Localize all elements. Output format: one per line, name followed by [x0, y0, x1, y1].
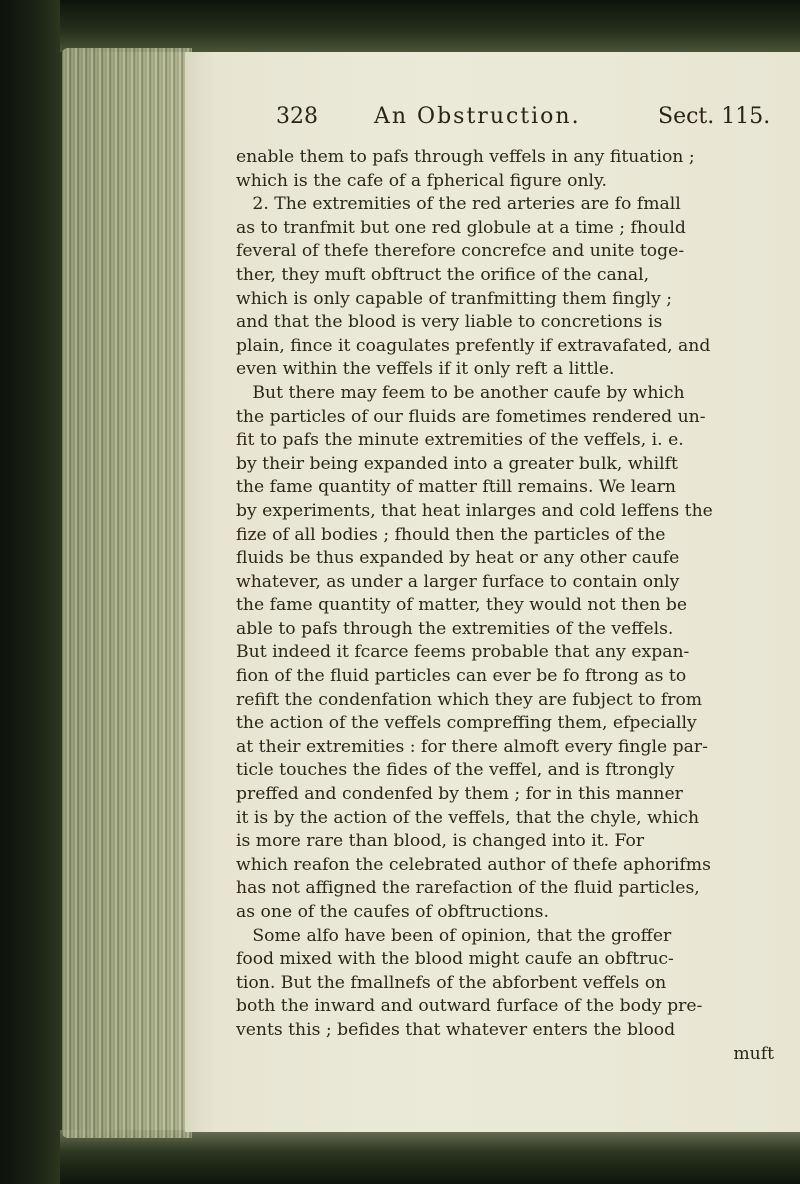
text-line: is more rare than blood, is changed into it. For [236, 831, 645, 852]
section-number: Sect. 115. [658, 104, 771, 129]
text-line: vents this ; befides that whatever enters the blood [236, 1019, 676, 1040]
text-line: the fame quantity of matter ftill remains. We learn [236, 477, 676, 498]
text-line: which is the cafe of a fpherical figure only. [236, 170, 607, 191]
text-line: even within the veffels if it only reft a little. [236, 359, 615, 380]
text-line: by experiments, that heat inlarges and cold leffens the [236, 500, 713, 521]
book-spine-shadow [0, 0, 64, 1184]
running-head [276, 104, 796, 140]
bottom-edge-shadow [60, 1130, 800, 1184]
text-line: the fame quantity of matter, they would not then be [236, 595, 688, 616]
text-line: as to tranfmit but one red globule at a time ; fhould [236, 217, 686, 238]
text-line: it is by the action of the veffels, that the chyle, which [236, 807, 700, 828]
text-line: feveral of thefe therefore concrefce and unite toge- [236, 241, 685, 262]
text-line: as one of the caufes of obftructions. [236, 902, 549, 922]
text-line: fize of all bodies ; fhould then the particles of the [236, 524, 666, 545]
body-text [236, 146, 796, 1066]
text-line: fluids be thus expanded by heat or any other caufe [236, 548, 680, 569]
text-line: both the inward and outward furface of the body pre- [236, 996, 703, 1017]
text-line: plain, fince it coagulates prefently if extravafated, and [236, 335, 711, 356]
text-line: and that the blood is very liable to concretions is [236, 312, 663, 333]
text-line: ther, they muft obftruct the orifice of the canal, [236, 264, 650, 285]
text-line: Some alfo have been of opinion, that the groffer [236, 925, 672, 946]
text-line: fion of the fluid particles can ever be fo ftrong as to [236, 666, 687, 687]
text-line: preffed and condenfed by them ; for in this manner [236, 784, 683, 805]
text-line: at their extremities : for there almoft every fingle par- [236, 736, 708, 757]
chapter-title: An Obstruction. [374, 104, 581, 129]
text-line: But there may feem to be another caufe by which [236, 382, 685, 403]
text-line: which is only capable of tranfmitting them fingly ; [236, 288, 673, 309]
text-line: the action of the veffels compreffing them, efpecially [236, 713, 697, 734]
top-edge-shadow [60, 0, 800, 52]
text-line: fit to pafs the minute extremities of the veffels, i. e. [236, 430, 684, 451]
text-line: enable them to pafs through veffels in any fituation ; [236, 147, 695, 167]
text-line: But indeed it fcarce feems probable that any expan- [236, 642, 690, 663]
text-line: which reafon the celebrated author of thefe aphorifms [236, 854, 711, 875]
text-line: ticle touches the fides of the veffel, and is ftrongly [236, 760, 675, 781]
page-edges [62, 48, 192, 1138]
text-line: 2. The extremities of the red arteries are fo fmall [236, 194, 681, 215]
text-line: refift the condenfation which they are fubject to from [236, 689, 703, 710]
page-number: 328 [276, 104, 318, 129]
text-line: able to pafs through the extremities of the veffels. [236, 618, 674, 639]
text-line: has not affigned the rarefaction of the fluid particles, [236, 878, 700, 899]
text-line: by their being expanded into a greater bulk, whilft [236, 453, 678, 474]
text-line: the particles of our fluids are fometimes rendered un- [236, 406, 706, 427]
text-line: whatever, as under a larger furface to contain only [236, 571, 680, 592]
text-line: tion. But the fmallnefs of the abforbent veffels on [236, 972, 667, 993]
text-line: food mixed with the blood might caufe an obftruc- [236, 949, 674, 970]
catchword: muft [733, 1043, 774, 1064]
